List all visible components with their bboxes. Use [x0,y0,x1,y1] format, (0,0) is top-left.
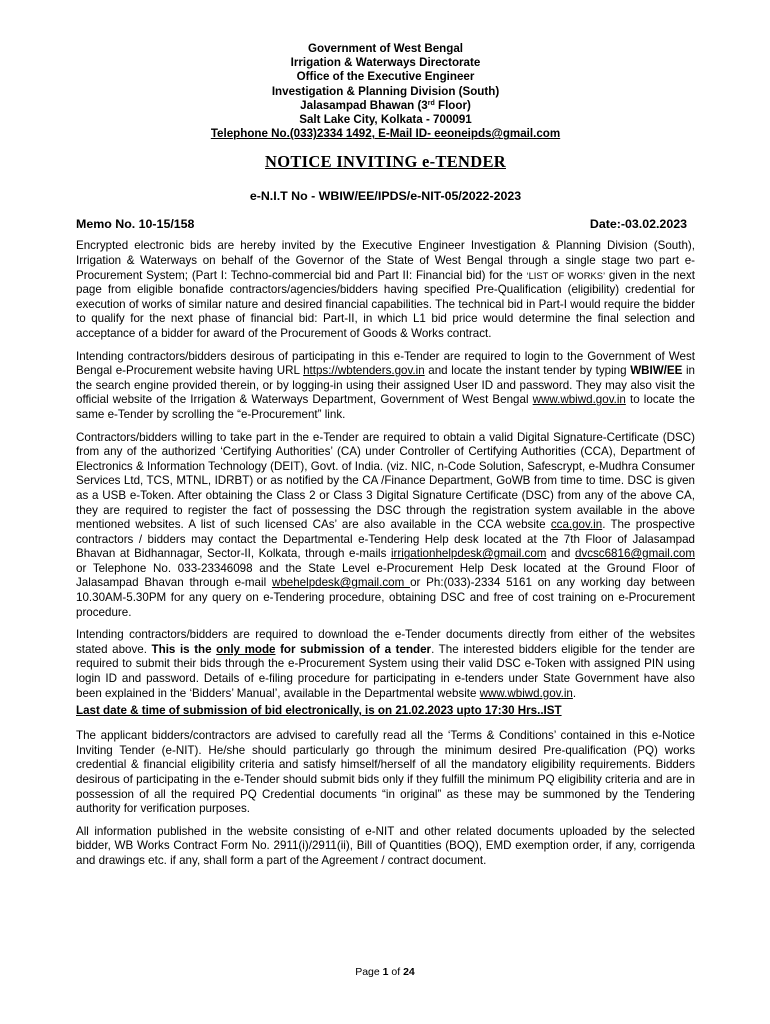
letterhead-floor: Floor) [434,98,471,112]
notice-title: NOTICE INVITING e-TENDER [265,152,506,172]
only-mode-suffix: for submission of a tender [275,642,432,656]
wbiwd-link[interactable]: www.wbiwd.gov.in [532,393,626,407]
page-current-number: 1 [382,966,389,978]
letterhead-government: Government of West Bengal [307,42,464,55]
login-text-d: to locate the same e-Tender by scrolling the “e-Procurement” link. [76,393,695,421]
only-mode-emphasis: only mode [216,642,276,656]
paragraph-terms: The applicant bidders/contractors are advised to carefully read all the ‘Terms & Conditions’ contained in this e-Notice Inviting Tender (e-NIT). He/she should particularly go through the minimum desired Pre-qualification (PQ) works credential & financial eligibility criteria and satisfy himself/herself of all the mandatory eligibility requirements. Bidders desirous of participating in the e-Tender should submit bids only if they fulfill the minimum PQ eligibility criteria and are in possession of all the required PQ Credential documents “in original” as these may be summoned by the Tendering authority for verification purposes. [76,729,695,816]
floor-ordinal-superscript: rd [427,99,435,107]
only-mode-prefix: This is the [151,642,217,656]
dsc-text-a: Contractors/bidders willing to take part in the e-Tender are required to obtain a valid Digital Signature-Certificate (DSC) from any of the authorized ‘Certifying Authorities’ (CA) under Controller of Certifying Authorities (CCA), Department of Electronics & Information Technology (DEIT), Govt. of India. (viz. NIC, n-Code Solution, Safescrypt, e-Mudhra Consumer Services Ltd, TCS, MTNL, IDRBT) or as notified by the CA /Finance Department, GoWB from time to time. DSC is given as a USB e-Token. After obtaining the Class 2 or Class 3 Digital Signature Certificate (DSC) from any of the above CA, they are required to register the fact of possessing the DSC through the registration system available in the above mentioned websites. A list of such licensed CAs’ are also available in the CCA website [76,430,695,532]
letterhead-building-name: Jalasampad Bhawan (3 [300,98,428,112]
invitation-text-b: given in the next page from eligible bonafide contractors/agencies/bidders having specified Pre-Qualification (eligibility) credential for execution of works of similar nature and desired financial capabilities. The technical bid in Part-I would require the bidder to qualify for the next phase of financial bid: Part-II, in which L1 bid price would determine the final selection and acceptance of a bidder for award of the Procurement of Goods & Works contract. [76,268,695,340]
dsc-text-b: . The prospective contractors / bidders may contact the Departmental e-Tendering Help desk located at the 7th Floor of Jalasampad Bhavan at Bidhannagar, Sector-II, Kolkata, through e-mails [76,518,695,561]
cca-link[interactable]: cca.gov.in [550,518,603,532]
paragraph-download [76,628,695,701]
dsc-text-e: or Ph:(033)-2334 5161 on any working day between 10.30AM-5.30PM for any query on e-Tendering procedure, obtaining DSC and free of cost training on e-Procurement procedure. [76,576,696,619]
invitation-text-a: Encrypted electronic bids are hereby invited by the Executive Engineer Investigation & Planning Division (South), Irrigation & Waterways on behalf of the Governor of the State of West Bengal through a single stage two part e-Procurement System; (Part I: Techno-commercial bid and Part II: Financial bid) for the [76,239,695,282]
wbtenders-link[interactable]: https://wbtenders.gov.in [303,364,425,378]
download-text-a: Intending contractors/bidders are required to download the e-Tender documents directly from either of the websites stated above. [76,628,695,656]
memo-row [76,217,695,231]
wbehelpdesk-email-link[interactable]: wbehelpdesk@gmail.com [271,576,411,590]
list-of-works-label: ‘LIST OF WORKS’ [526,269,606,281]
letterhead [76,42,695,141]
download-text-c: . The interested bidders eligible for the tender are required to submit their bids through the e-Procurement System using their valid DSC e-Token with assigned PIN using login ID and password. Details of e-filing procedure for participating in e-tenders under State Government have also been explained in the ‘Bidders’ Manual’, available in the Departmental website [76,642,695,700]
search-keyword: WBIW/EE [630,364,683,378]
dvcsc-email-link[interactable]: dvcsc6816@gmail.com [574,547,695,561]
download-text-d: . [572,686,577,700]
memo-date: Date:-03.02.2023 [589,217,687,232]
page-total-number: 24 [403,966,415,978]
submission-deadline: Last date & time of submission of bid electronically, is on 21.02.2023 upto 17:30 Hrs..IST [76,704,562,718]
letterhead-division: Investigation & Planning Division (South) [271,84,500,98]
letterhead-contact: Telephone No.(033)2334 1492, E-Mail ID- eeoneipds@gmail.com [210,127,561,141]
letterhead-directorate: Irrigation & Waterways Directorate [290,56,481,70]
letterhead-office: Office of the Executive Engineer [296,70,475,84]
only-mode-statement [152,643,432,656]
paragraph-invitation [76,239,695,341]
login-text-c: in the search engine provided therein, or by logging-in using their assigned User ID and password. They may also visit the official website of the Irrigation & Waterways Department, Government of West Bengal [76,364,695,407]
departmental-website-link[interactable]: www.wbiwd.gov.in [479,686,573,700]
of-word: of [388,966,404,978]
paragraph-login [76,350,695,423]
login-text-a: Intending contractors/bidders desirous of participating in this e-Tender are required to login to the Government of West Bengal e-Procurement website having URL [76,349,695,378]
letterhead-building [76,99,695,113]
irrigation-helpdesk-email-link[interactable]: irrigationhelpdesk@gmail.com [390,547,547,561]
letterhead-city: Salt Lake City, Kolkata - 700091 [299,113,472,127]
notice-page [76,42,695,869]
memo-number: Memo No. 10-15/158 [76,217,195,232]
login-text-b: and locate the instant tender by typing [424,364,631,378]
dsc-text-c: and [546,547,575,561]
paragraph-dsc [76,431,695,621]
enit-number: e-N.I.T No - WBIW/EE/IPDS/e-NIT-05/2022-2023 [249,189,522,204]
paragraph-agreement: All information published in the website consisting of e-NIT and other related documents uploaded by the selected bidder, WB Works Contract Form No. 2911(i)/2911(ii), Bill of Quantities (BOQ), EMD exemption order, if any, corrigenda and drawings etc. if any, shall form a part of the Agreement / contract document. [76,824,695,867]
page-footer [0,966,770,978]
dsc-text-d: or Telephone No. 033-23346098 and the State Level e-Procurement Help Desk located at the Ground Floor of Jalasampad Bhavan through e-mail [76,561,695,590]
page-word: Page [355,966,383,978]
